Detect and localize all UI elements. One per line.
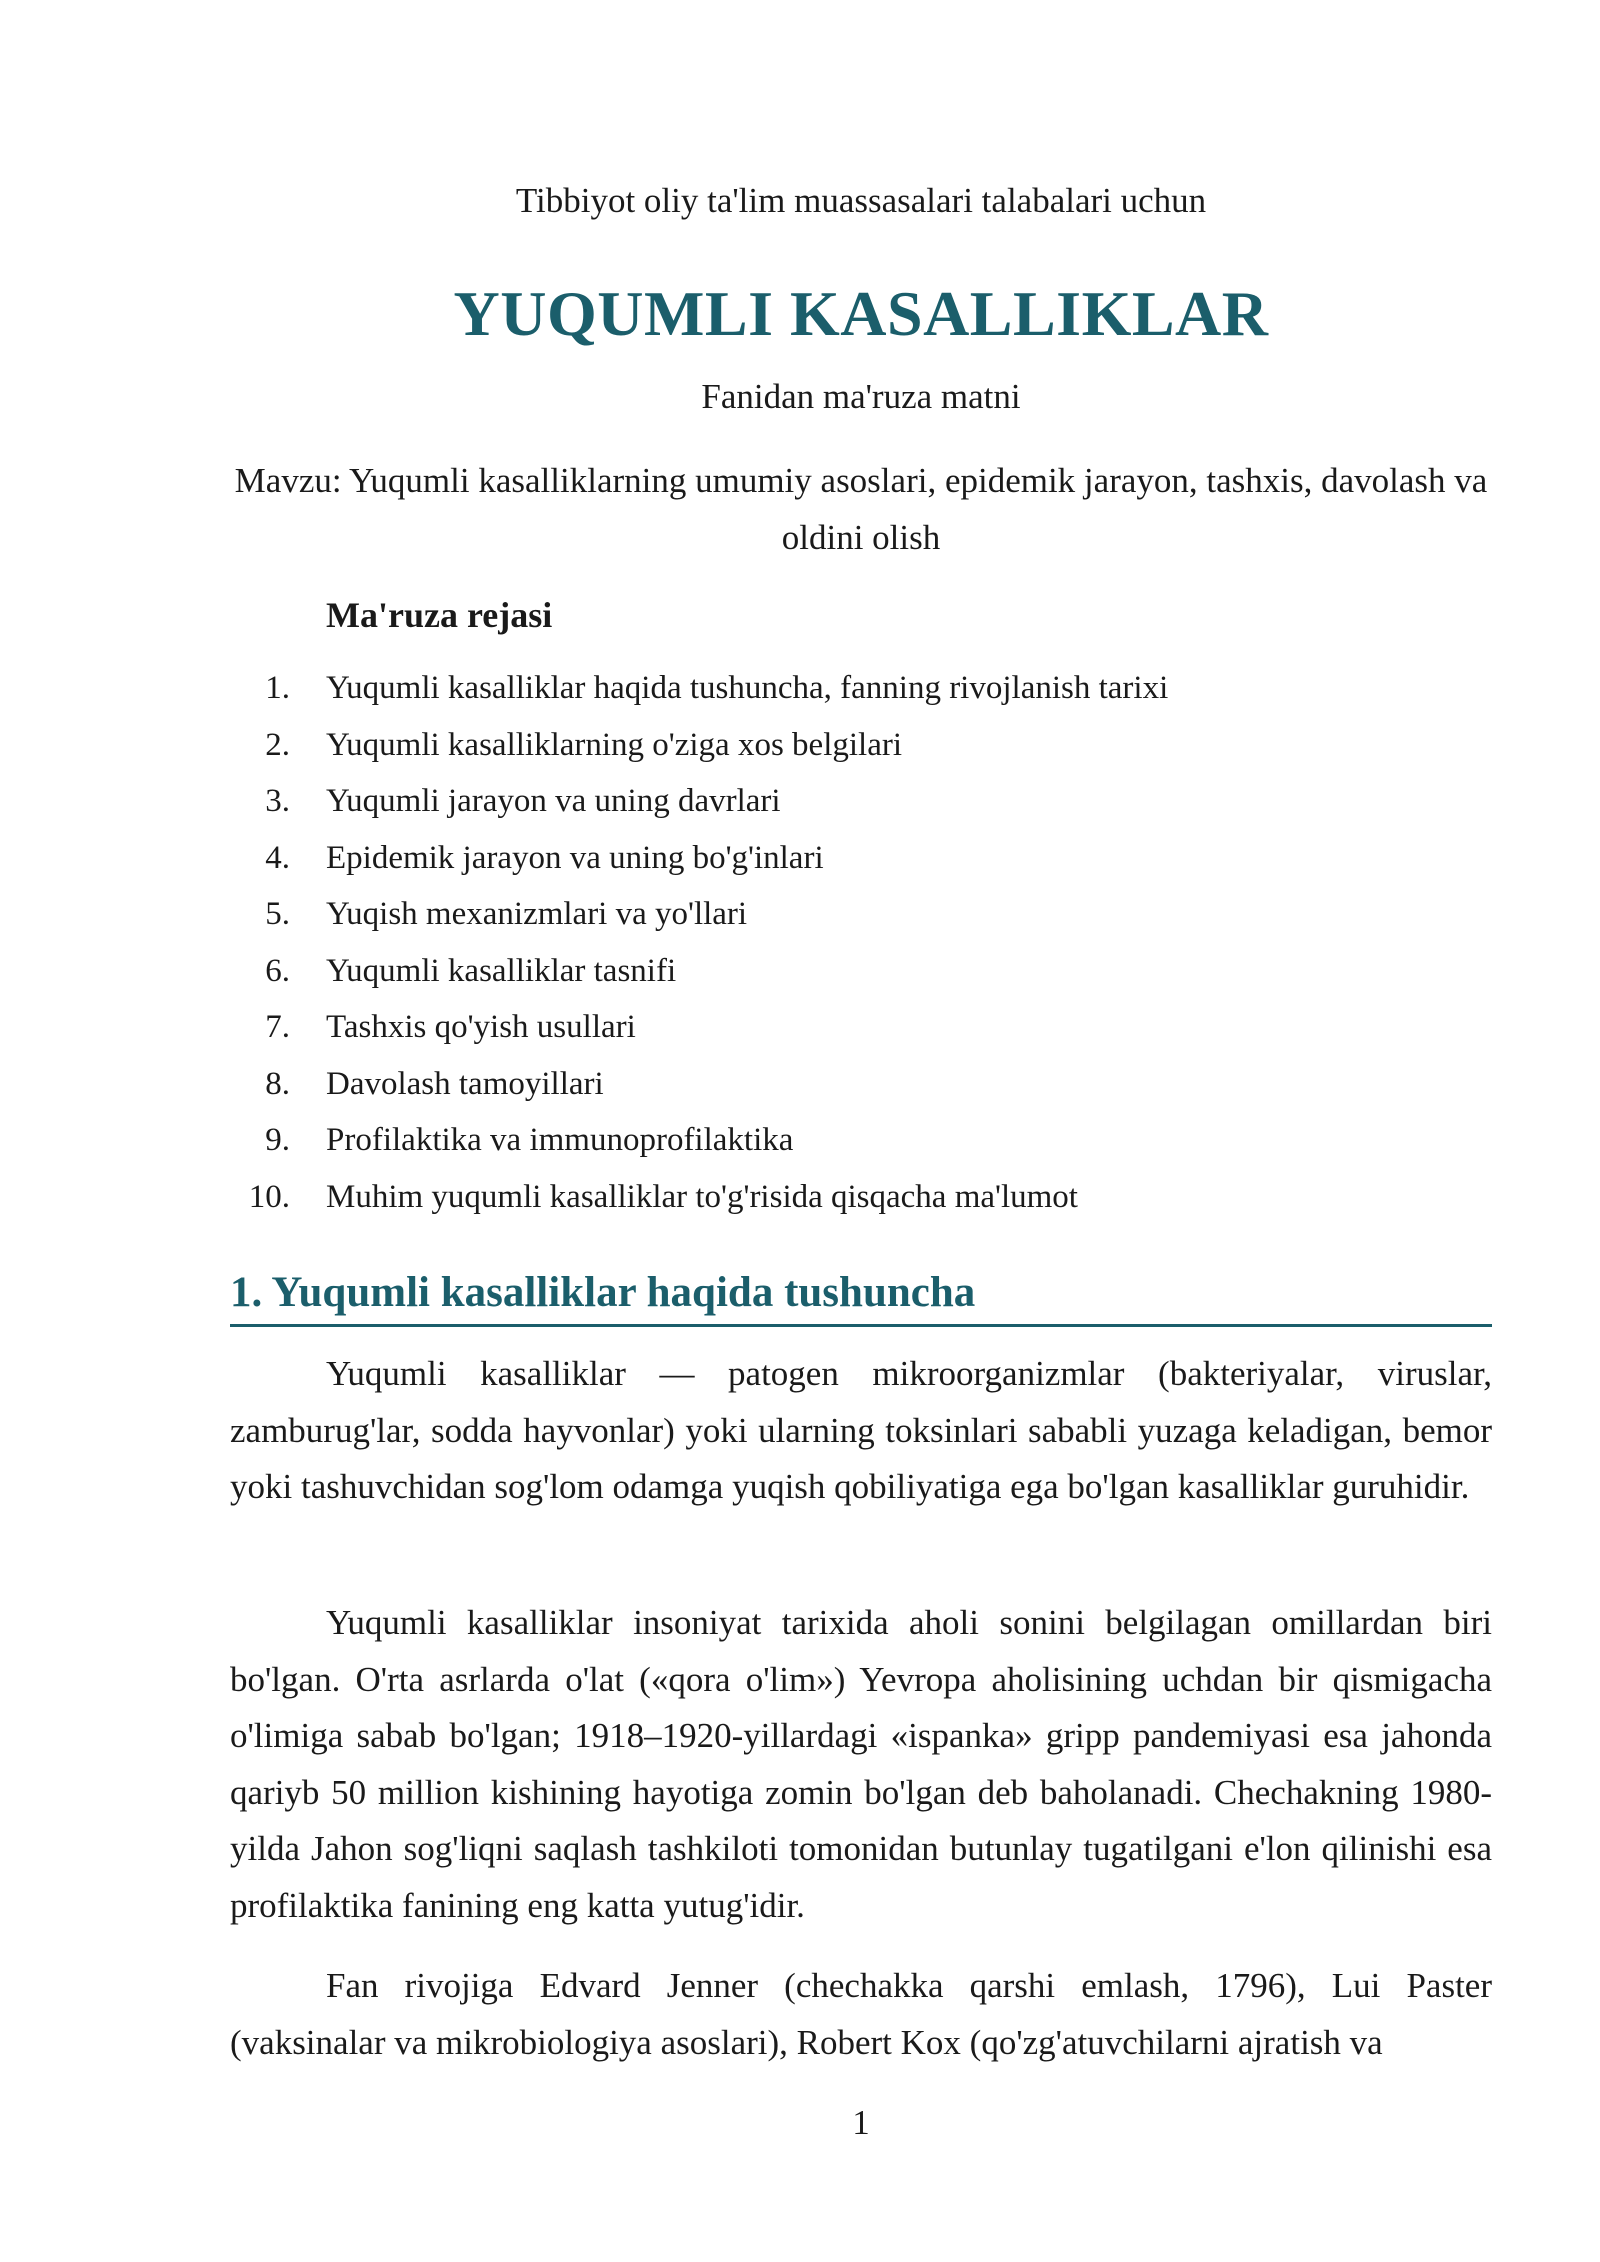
- section-heading: 1. Yuqumli kasalliklar haqida tushuncha: [230, 1262, 1492, 1327]
- body-paragraph: Yuqumli kasalliklar — patogen mikroorganizmlar (bakteriyalar, viruslar, zamburug'lar, sodda hayvonlar) yoki ularning toksinlari sababli yuzaga keladigan, bemor yoki tashuvchidan sog'lom odamga yuqish qobiliyatiga ega bo'lgan kasalliklar guruhidir.: [230, 1354, 1492, 1506]
- plan-item: [230, 1112, 1492, 1169]
- plan-item-number: 9.: [265, 1122, 290, 1158]
- document-title: YUQUMLI KASALLIKLAR: [453, 278, 1269, 349]
- plan-item-text: Yuqumli kasalliklarning o'ziga xos belgilari: [326, 726, 903, 763]
- plan-item: [230, 886, 1492, 943]
- plan-item-number: 8.: [265, 1065, 290, 1102]
- plan-item: [230, 773, 1492, 830]
- plan-item-number: 6.: [265, 952, 290, 989]
- plan-item-text: Tashxis qo'yish usullari: [326, 1009, 636, 1045]
- body-paragraph: Yuqumli kasalliklar insoniyat tarixida aholi sonini belgilagan omillardan biri bo'lgan. O'rta asrlarda o'lat («qora o'lim») Yevropa aholisining uchdan bir qismigacha o'limiga sabab bo'lgan; 1918–1920-yillardagi «ispanka» gripp pandemiyasi esa jahonda qariyb 50 million kishining hayotiga zomin bo'lgan deb baholanadi. Chechakning 1980-yilda Jahon sog'liqni saqlash tashkiloti tomonidan butunlay tugatilgani e'lon qilinishi esa profilaktika fanining eng katta yutug'idir.: [230, 1603, 1492, 1925]
- plan-item-text: Yuqish mexanizmlari va yo'llari: [326, 896, 748, 932]
- plan-item-number: 3.: [265, 783, 290, 819]
- plan-item-number: 7.: [265, 1009, 290, 1045]
- plan-item-text: Yuqumli kasalliklar haqida tushuncha, fanning rivojlanish tarixi: [326, 670, 1169, 706]
- plan-item: [230, 717, 1492, 774]
- plan-item-text: Yuqumli kasalliklar tasnifi: [326, 952, 677, 989]
- plan-item-text: Davolash tamoyillari: [326, 1065, 604, 1102]
- plan-item-text: Muhim yuqumli kasalliklar to'g'risida qisqacha ma'lumot: [326, 1178, 1078, 1215]
- plan-item-text: Profilaktika va immunoprofilaktika: [326, 1122, 794, 1158]
- plan-item: [230, 660, 1492, 717]
- plan-item-number: 2.: [265, 726, 290, 763]
- plan-item: [230, 943, 1492, 1000]
- page-number: 1: [852, 2103, 870, 2142]
- document-page: [230, 0, 1492, 2262]
- body-paragraph: Fan rivojiga Edvard Jenner (chechakka qarshi emlash, 1796), Lui Paster (vaksinalar va mikrobiologiya asoslari), Robert Kox (qo'zg'atuvchilarni ajratish va: [230, 1966, 1492, 2062]
- plan-list: [230, 660, 1492, 1225]
- plan-item-text: Yuqumli jarayon va uning davrlari: [326, 783, 781, 819]
- plan-item-number: 1.: [265, 670, 290, 706]
- plan-item-text: Epidemik jarayon va uning bo'g'inlari: [326, 839, 824, 876]
- plan-item-number: 5.: [265, 896, 290, 932]
- topic-line: Mavzu: Yuqumli kasalliklarning umumiy asoslari, epidemik jarayon, tashxis, davolash va oldini olish: [234, 461, 1488, 557]
- course-type-line: Fanidan ma'ruza matni: [701, 377, 1021, 416]
- plan-item: [230, 1169, 1492, 1226]
- plan-title: Ma'ruza rejasi: [326, 595, 553, 635]
- plan-item: [230, 1056, 1492, 1113]
- audience-line: Tibbiyot oliy ta'lim muassasalari talabalari uchun: [515, 181, 1207, 220]
- plan-item: [230, 830, 1492, 887]
- plan-item: [230, 999, 1492, 1056]
- plan-item-number: 4.: [265, 839, 290, 876]
- plan-item-number: 10.: [248, 1178, 290, 1215]
